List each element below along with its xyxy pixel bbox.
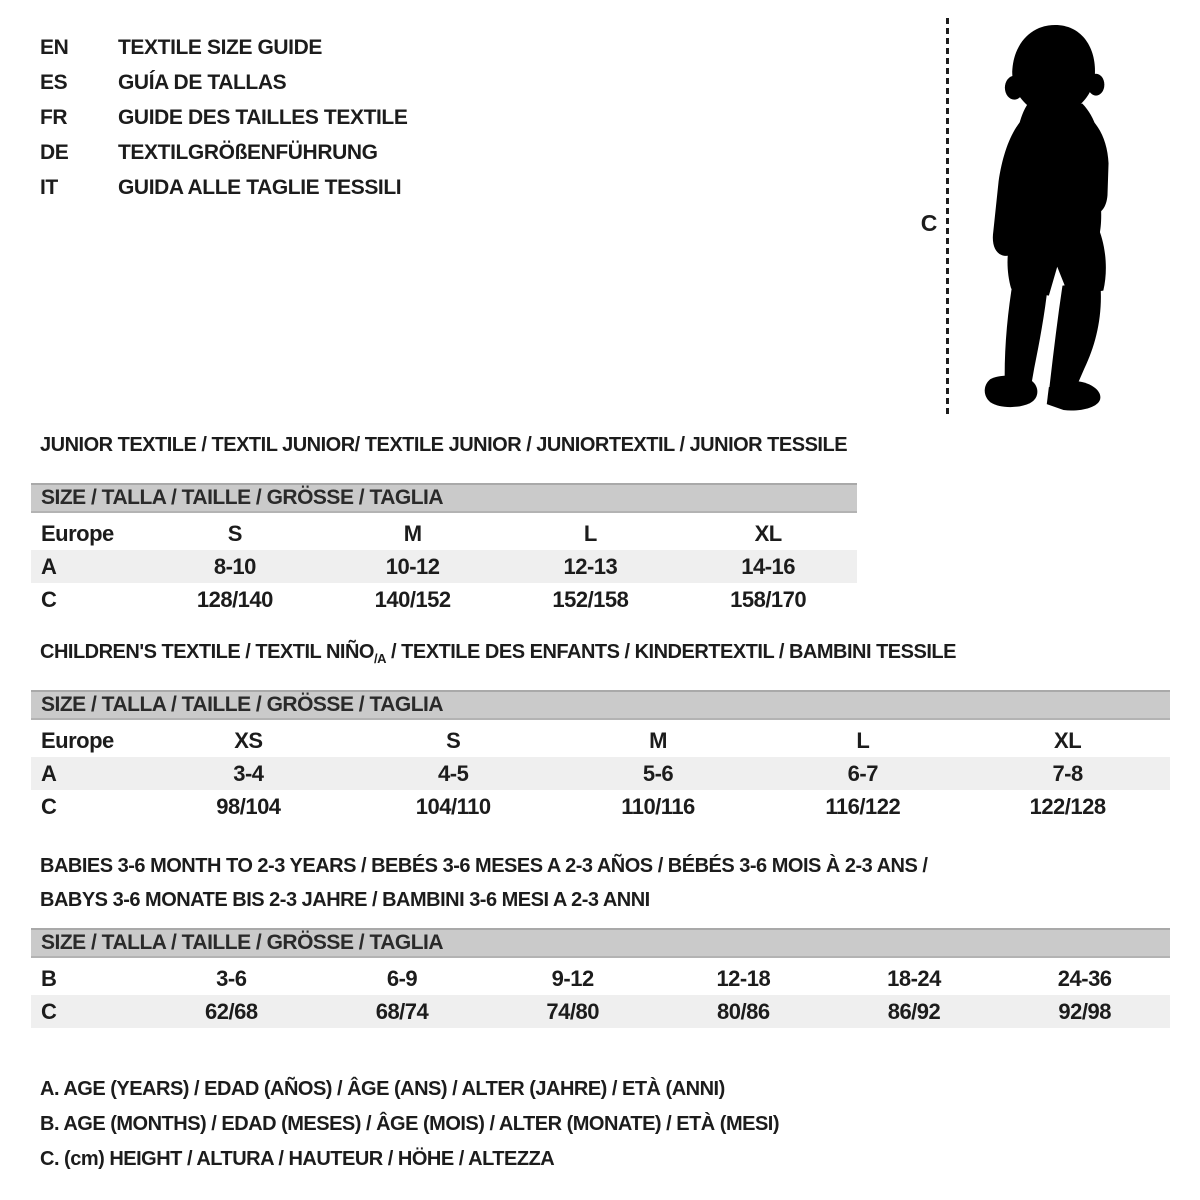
size-cell: XL	[754, 520, 782, 546]
height-measure-label: C	[920, 210, 938, 236]
table-row-height	[31, 583, 857, 616]
size-header-bar	[31, 928, 1170, 958]
junior-section-title: JUNIOR TEXTILE / TEXTIL JUNIOR/ TEXTILE JUNIOR / JUNIORTEXTIL / JUNIOR TESSILE	[40, 434, 848, 456]
legend-line-a: A. AGE (YEARS) / EDAD (AÑOS) / ÂGE (ANS) / ALTER (JAHRE) / ETÀ (ANNI)	[40, 1078, 725, 1100]
size-cell: 6-9	[386, 965, 418, 991]
language-title: TEXTILE SIZE GUIDE	[118, 35, 322, 59]
height-dashed-line	[946, 18, 949, 415]
language-code: IT	[40, 175, 58, 199]
table-row-height	[31, 790, 1170, 823]
size-cell: 158/170	[730, 586, 807, 612]
size-cell: 152/158	[552, 586, 629, 612]
language-title: GUIDE DES TAILLES TEXTILE	[118, 105, 408, 129]
size-cell: 74/80	[546, 998, 599, 1024]
size-cell: 80/86	[717, 998, 770, 1024]
size-cell: 122/128	[1029, 793, 1106, 819]
size-cell: XL	[1054, 727, 1082, 753]
table-row-height	[31, 995, 1170, 1028]
babies-size-table	[31, 928, 1170, 1028]
babies-title-line2: BABYS 3-6 MONATE BIS 2-3 JAHRE / BAMBINI 3-6 MESI A 2-3 ANNI	[40, 889, 650, 911]
language-row	[40, 100, 407, 135]
legend-line-c: C. (cm) HEIGHT / ALTURA / HAUTEUR / HÖHE / ALTEZZA	[40, 1148, 555, 1170]
language-row	[40, 135, 407, 170]
size-cell: M	[649, 727, 667, 753]
language-row	[40, 170, 407, 205]
size-cell: 116/122	[825, 793, 901, 819]
table-row-age	[31, 550, 857, 583]
size-cell: 68/74	[375, 998, 429, 1024]
legend-line-b: B. AGE (MONTHS) / EDAD (MESES) / ÂGE (MOIS) / ALTER (MONATE) / ETÀ (MESI)	[40, 1113, 780, 1135]
language-title: GUÍA DE TALLAS	[118, 70, 287, 94]
children-title-sub: /A	[373, 651, 386, 666]
babies-title-line1: BABIES 3-6 MONTH TO 2-3 YEARS / BEBÉS 3-6 MESES A 2-3 AÑOS / BÉBÉS 3-6 MOIS À 2-3 ANS /	[40, 855, 928, 877]
table-row-europe	[31, 724, 1170, 757]
size-header-label: SIZE / TALLA / TAILLE / GRÖSSE / TAGLIA	[41, 931, 444, 954]
size-cell: 3-6	[216, 965, 247, 991]
size-cell: XS	[234, 727, 263, 753]
row-label: C	[41, 998, 57, 1024]
row-label: C	[41, 586, 57, 612]
children-title-post: / TEXTILE DES ENFANTS / KINDERTEXTIL / BAMBINI TESSILE	[385, 641, 956, 663]
language-code: EN	[40, 35, 69, 59]
size-header-label: SIZE / TALLA / TAILLE / GRÖSSE / TAGLIA	[41, 486, 444, 509]
language-code: DE	[40, 140, 69, 164]
language-title: GUIDA ALLE TAGLIE TESSILI	[118, 175, 402, 199]
language-title: TEXTILGRÖßENFÜHRUNG	[118, 140, 378, 164]
size-cell: 104/110	[415, 793, 491, 819]
row-label: A	[41, 553, 57, 579]
children-size-table	[31, 690, 1170, 823]
children-section-title	[40, 641, 956, 666]
size-cell: 62/68	[205, 998, 258, 1024]
table-row-months	[31, 962, 1170, 995]
size-header-label: SIZE / TALLA / TAILLE / GRÖSSE / TAGLIA	[41, 693, 444, 716]
size-cell: 12-13	[563, 553, 618, 579]
size-cell: 8-10	[213, 553, 256, 579]
size-header-bar	[31, 483, 857, 513]
size-cell: L	[856, 727, 870, 753]
language-code: FR	[40, 105, 68, 129]
size-cell: 14-16	[741, 553, 796, 579]
size-cell: 10-12	[385, 553, 440, 579]
language-row	[40, 65, 407, 100]
row-label: B	[41, 965, 57, 991]
language-code: ES	[40, 70, 68, 94]
size-cell: 3-4	[233, 760, 264, 786]
junior-size-table	[31, 483, 857, 616]
size-cell: 92/98	[1058, 998, 1111, 1024]
children-title-pre: CHILDREN'S TEXTILE / TEXTIL NIÑO	[40, 641, 374, 663]
toddler-silhouette-icon	[963, 20, 1141, 418]
size-cell: M	[403, 520, 422, 546]
size-cell: L	[583, 520, 597, 546]
language-row	[40, 30, 407, 65]
size-cell: 18-24	[887, 965, 941, 991]
size-cell: 24-36	[1057, 965, 1112, 991]
row-label: Europe	[41, 520, 114, 546]
table-row-age	[31, 757, 1170, 790]
babies-section-title	[40, 849, 927, 917]
row-label: Europe	[41, 727, 114, 753]
row-label: A	[41, 760, 57, 786]
size-cell: S	[446, 727, 461, 753]
row-label: C	[41, 793, 57, 819]
size-cell: 6-7	[847, 760, 878, 786]
size-cell: 4-5	[438, 760, 469, 786]
size-header-bar	[31, 690, 1170, 720]
legend-block	[40, 1072, 779, 1177]
size-cell: 5-6	[642, 760, 674, 786]
size-cell: 140/152	[374, 586, 451, 612]
size-cell: 98/104	[216, 793, 281, 819]
language-title-block	[40, 30, 407, 205]
size-cell: 7-8	[1052, 760, 1083, 786]
size-cell: 9-12	[551, 965, 594, 991]
size-cell: 128/140	[196, 586, 273, 612]
size-cell: 110/116	[621, 793, 695, 819]
size-cell: 86/92	[887, 998, 941, 1024]
table-row-europe	[31, 517, 857, 550]
size-cell: S	[227, 520, 242, 546]
size-cell: 12-18	[716, 965, 771, 991]
